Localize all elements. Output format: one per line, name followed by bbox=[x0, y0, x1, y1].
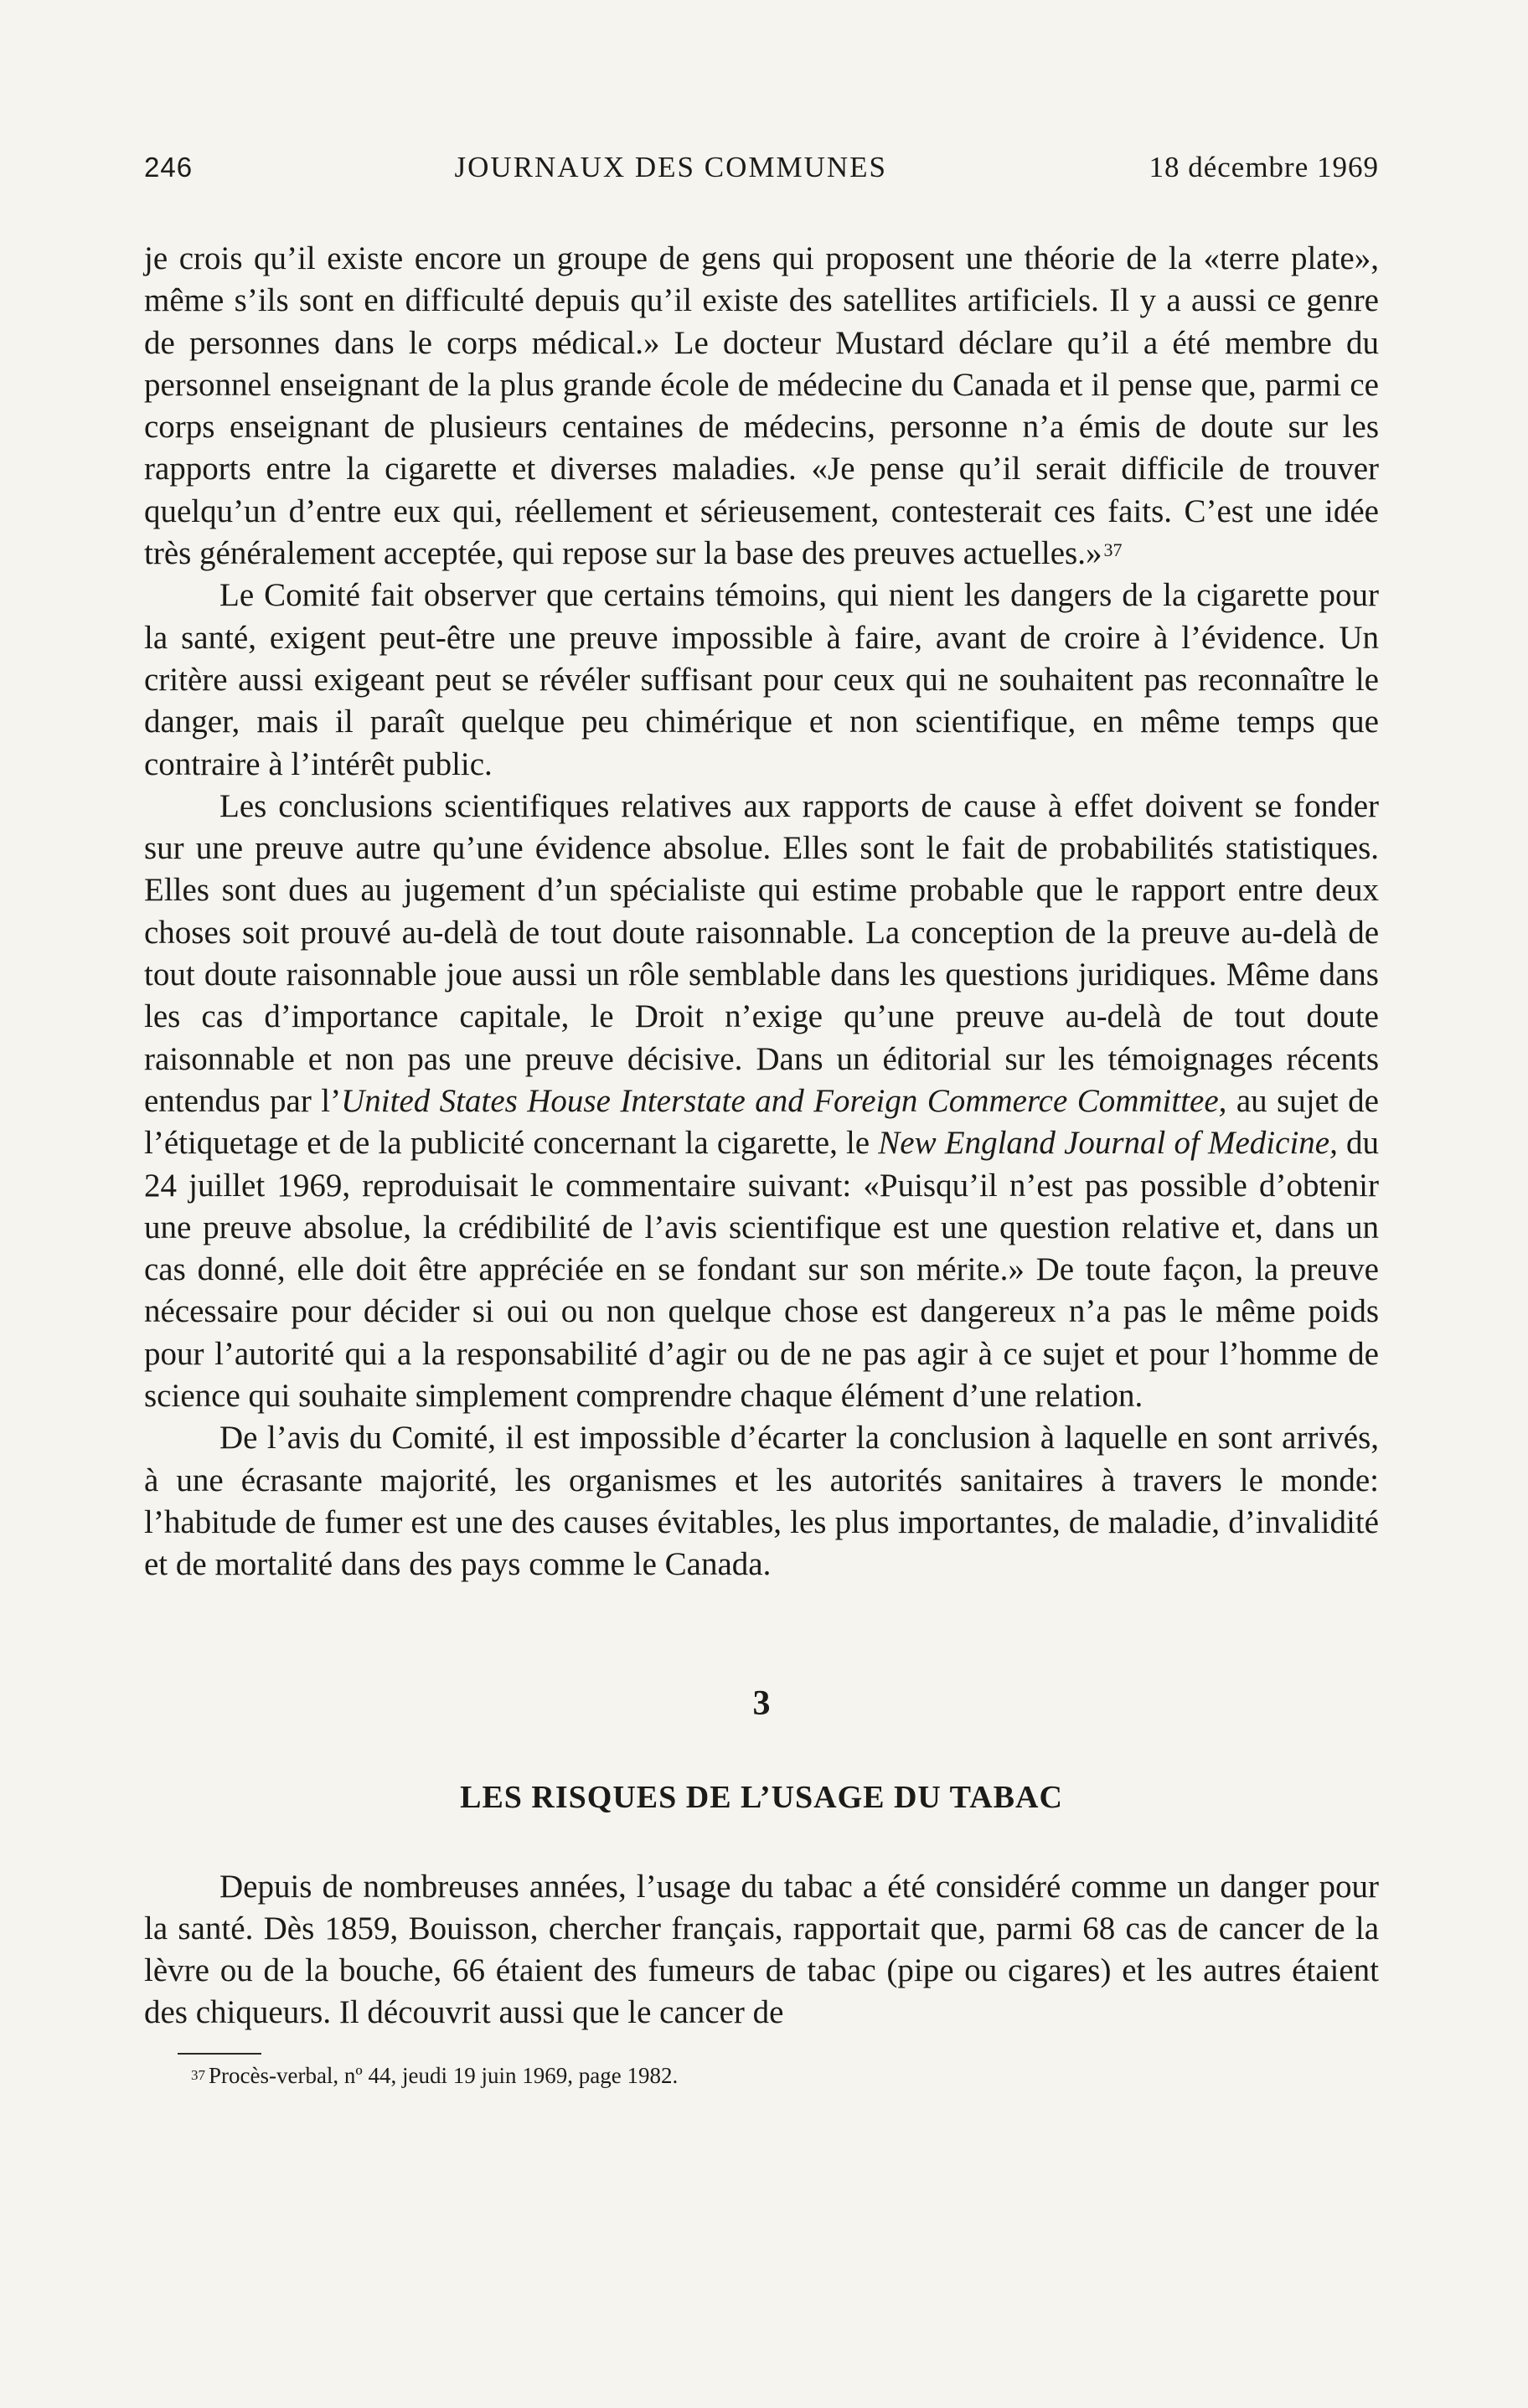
section-number: 3 bbox=[752, 1684, 771, 1723]
paragraph-3 bbox=[144, 786, 1379, 1417]
footnote-number: 37 bbox=[191, 2066, 205, 2083]
paragraph-3-text-a: Les conclusions scientifiques relatives aux rapports de cause à effet doivent se fonder sur une preuve autre qu’une évidence absolue. Elles sont le fait de probabilités statistiques. Elles sont dues au jugement d’un spécialiste qui estime probable que le rapport entre deux choses soit prouvé au-delà de tout doute raisonnable. La conception de la preuve au-delà de tout doute raisonnable joue aussi un rôle semblable dans les questions juridiques. Même dans les cas d’importance capitale, le Droit n’exige qu’une preuve au-delà de tout doute raisonnable et non pas une preuve décisive. Dans un éditorial sur les témoignages récents entendus par l’ bbox=[144, 787, 1379, 1119]
running-head bbox=[144, 151, 1379, 201]
document-page bbox=[144, 151, 1379, 2090]
issue-date: 18 décembre 1969 bbox=[1149, 151, 1379, 183]
committee-name: United States House Interstate and Foreign Commerce Committee, bbox=[341, 1082, 1227, 1119]
journal-name: New England Journal of Medicine, bbox=[878, 1125, 1338, 1162]
footnote-text: Procès-verbal, nº 44, jeudi 19 juin 1969, page 1982. bbox=[209, 2062, 679, 2088]
journal-title: JOURNAUX DES COMMUNES bbox=[454, 151, 888, 183]
paragraph-1 bbox=[144, 238, 1379, 575]
paragraph-3-text-b: au sujet de l’étiquetage et de la publicité concernant la cigarette, le bbox=[144, 1082, 1379, 1162]
section-paragraph: Depuis de nombreuses années, l’usage du tabac a été considéré comme un danger pour la santé. Dès 1859, Bouisson, chercher français, rapportait que, parmi 68 cas de cancer de la lèvre ou de la bouche, 66 étaient des fumeurs de tabac (pipe ou cigares) et les autres étaient des chiqueurs. Il découvrit aussi que le cancer de bbox=[144, 1868, 1379, 2031]
section-title: LES RISQUES DE L’USAGE DU TABAC bbox=[460, 1779, 1063, 1815]
footnote bbox=[191, 2061, 1379, 2090]
paragraph-2: Le Comité fait observer que certains témoins, qui nient les dangers de la cigarette pour la santé, exigent peut-être une preuve impossible à faire, avant de croire à l’évidence. Un critère aussi exigeant peut se révéler suffisant pour ceux qui ne souhaitent pas reconnaître le danger, mais il paraît quelque peu chimérique et non scientifique, en même temps que contraire à l’intérêt public. bbox=[144, 577, 1379, 782]
footnote-ref-37[interactable]: 37 bbox=[1103, 539, 1123, 561]
body-text bbox=[144, 238, 1379, 2090]
paragraph-3-text-c: du 24 juillet 1969, reproduisait le commentaire suivant: «Puisqu’il n’est pas possible d’obtenir une preuve absolue, la crédibilité de l’avis scientifique est une question relative et, dans un cas donné, elle doit être appréciée en se fondant sur son mérite.» De toute façon, la preuve nécessaire pour décider si oui ou non quelque chose est dangereux n’a pas le même poids pour l’autorité qui a la responsabilité d’agir ou de ne pas agir à ce sujet et pour l’homme de science qui souhaite simplement comprendre chaque élément d’une relation. bbox=[144, 1125, 1380, 1415]
page-number: 246 bbox=[144, 152, 194, 183]
paragraph-1-text: je crois qu’il existe encore un groupe de gens qui proposent une théorie de la «terre plate», même s’ils sont en difficulté depuis qu’il existe des satellites artificiels. Il y a aussi ce genre de personnes dans le corps médical.» Le docteur Mustard déclare qu’il a été membre du personnel enseignant de la plus grande école de médecine du Canada et il pense que, parmi ce corps enseignant de plusieurs centaines de médecins, personne n’a émis de doute sur les rapports entre la cigarette et diverses maladies. «Je pense qu’il serait difficile de trouver quelqu’un d’entre eux qui, réellement et sérieusement, contesterait ces faits. C’est une idée très généralement acceptée, qui repose sur la base des preuves actuelles.» bbox=[144, 240, 1379, 572]
paragraph-4: De l’avis du Comité, il est impossible d’écarter la conclusion à laquelle en sont arrivés, à une écrasante majorité, les organismes et les autorités sanitaires à travers le monde: l’habitude de fumer est une des causes évitables, les plus importantes, de maladie, d’invalidité et de mortalité dans des pays comme le Canada. bbox=[144, 1420, 1379, 1583]
footnote-divider bbox=[178, 2053, 261, 2055]
